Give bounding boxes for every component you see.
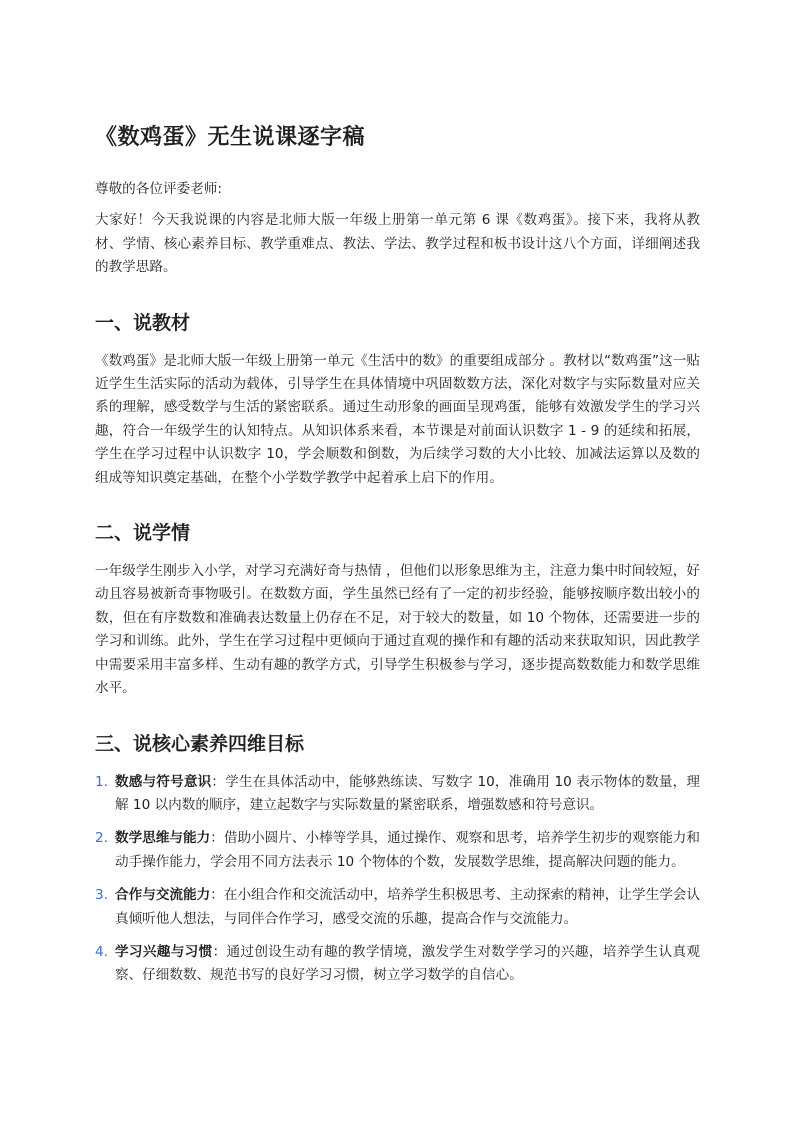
goal-text: ：通过创设生动有趣的教学情境，激发学生对数学学习的兴趣，培养学生认真观察、仔细数数、规范书写的良好学习习惯，树立学习数学的自信心。 <box>115 943 701 984</box>
list-item <box>95 827 700 874</box>
intro-paragraph: 大家好！今天我说课的内容是北师大版一年级上册第一单元第 6 课《数鸡蛋》。接下来，我将从教材、学情、核心素养目标、教学重难点、教法、学法、教学过程和板书设计这八个方面，详细阐述我的教学思路。 <box>95 212 700 276</box>
list-number: 1. <box>95 773 108 790</box>
section-body-textbook: 《数鸡蛋》是北师大版一年级上册第一单元《生活中的数》的重要组成部分 。教材以“数鸡蛋”这一贴近学生生活实际的活动为载体，引导学生在具体情境中巩固数数方法，深化对数字与实际数量对应关系的理解，感受数学与生活的紧密联系。通过生动形象的画面呈现鸡蛋，能够有效激发学生的学习兴趣，符合一年级学生的认知特点。从知识体系来看，本节课是对前面认识数字 1 - 9 的延续和拓展，学生在学习过程中认识数字 10，学会顺数和倒数，为后续学习数的大小比较、加减法运算以及数的组成等知识奠定基础，在整个小学数学教学中起着承上启下的作用。 <box>95 352 700 486</box>
objectives-list <box>95 771 700 988</box>
list-number: 2. <box>95 830 108 847</box>
list-number: 3. <box>95 887 108 904</box>
list-item <box>95 771 700 818</box>
goal-label: 数感与符号意识 <box>115 773 212 790</box>
goal-text: ：学生在具体活动中，能够熟练读、写数字 10，准确用 10 表示物体的数量，理解 10 以内数的顺序，建立起数字与实际数量的紧密联系，增强数感和符号意识。 <box>115 773 700 813</box>
section-heading-learners: 二、说学情 <box>95 522 191 545</box>
document-page <box>95 120 700 998</box>
document-title: 《数鸡蛋》无生说课逐字稿 <box>95 125 366 150</box>
list-item <box>95 884 700 931</box>
goal-text: ：借助小圆片、小棒等学具，通过操作、观察和思考，培养学生初步的观察能力和动手操作能力，学会用不同方法表示 10 个物体的个数，发展数学思维，提高解决问题的能力。 <box>115 830 700 870</box>
goal-label: 数学思维与能力 <box>115 830 211 847</box>
goal-text: ：在小组合作和交流活动中，培养学生积极思考、主动探索的精神，让学生学会认真倾听他人想法，与同伴合作学习，感受交流的乐趣，提高合作与交流能力。 <box>115 887 700 927</box>
section-heading-textbook: 一、说教材 <box>95 311 191 334</box>
section-heading-objectives: 三、说核心素养四维目标 <box>95 732 305 755</box>
list-item <box>95 941 700 988</box>
list-number: 4. <box>95 943 108 960</box>
goal-label: 合作与交流能力 <box>115 887 211 904</box>
goal-label: 学习兴趣与习惯 <box>115 943 213 960</box>
section-body-learners: 一年级学生刚步入小学，对学习充满好奇与热情 ，但他们以形象思维为主，注意力集中时间较短，好动且容易被新奇事物吸引。在数数方面，学生虽然已经有了一定的初步经验，能够按顺序数出较小的数，但在有序数数和准确表达数量上仍存在不足，对于较大的数量，如 10 个物体，还需要进一步的学习和训练。此外，学生在学习过程中更倾向于通过直观的操作和有趣的活动来获取知识，因此教学中需要采用丰富多样、生动有趣的教学方式，引导学生积极参与学习，逐步提高数数能力和数学思维水平。 <box>95 563 700 697</box>
greeting: 尊敬的各位评委老师: <box>95 181 222 197</box>
